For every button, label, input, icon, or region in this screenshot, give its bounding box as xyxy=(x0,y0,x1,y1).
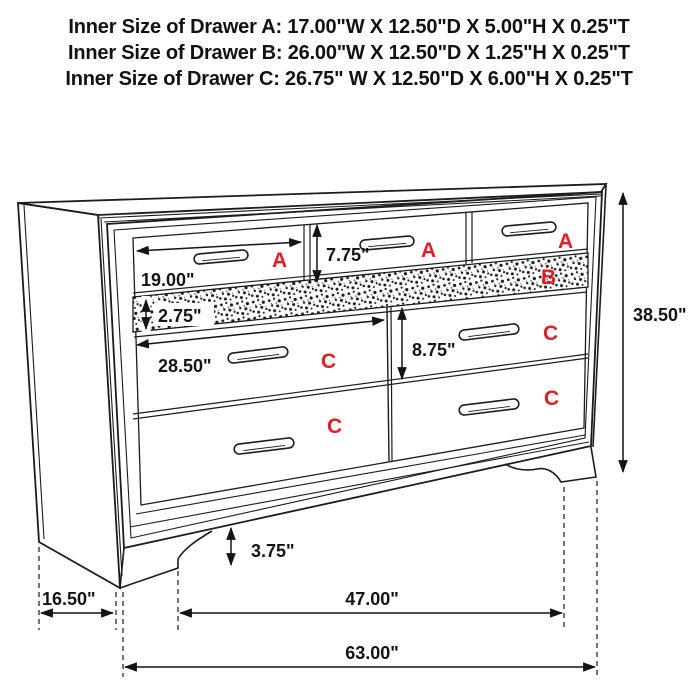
dim-label-depth: 16.50" xyxy=(42,589,96,609)
drawer-letter-c-left-bottom: C xyxy=(327,415,343,438)
dim-label-drawer-b-height: 2.75" xyxy=(158,306,202,326)
drawer-letter-b: B xyxy=(541,266,557,289)
dim-label-drawer-a-width: 19.00" xyxy=(141,270,195,290)
dim-label-inner-base-width: 47.00" xyxy=(345,589,399,609)
drawer-letter-c-right-top: C xyxy=(543,322,559,345)
drawer-letter-c-left-top: C xyxy=(321,350,337,373)
header-text xyxy=(65,16,632,90)
header-line-drawer-a: Inner Size of Drawer A: 17.00"W X 12.50"D X 5.00"H X 0.25"T xyxy=(68,16,630,38)
dim-label-overall-width: 63.00" xyxy=(345,643,399,663)
dim-label-base-height: 3.75" xyxy=(251,541,295,561)
drawer-letter-c-right-bottom: C xyxy=(544,387,560,410)
drawer-letter-a1: A xyxy=(272,249,288,272)
dim-label-drawer-a-height: 7.75" xyxy=(326,245,370,265)
header-line-drawer-c: Inner Size of Drawer C: 26.75" W X 12.50"D X 6.00"H X 0.25"T xyxy=(65,68,633,90)
dim-label-overall-height: 38.50" xyxy=(633,305,687,325)
drawer-letter-a2: A xyxy=(421,239,437,262)
dim-label-drawer-c-width: 28.50" xyxy=(158,356,212,376)
drawer-letter-a3: A xyxy=(558,230,574,253)
dim-label-drawer-c-height: 8.75" xyxy=(412,340,456,360)
header-line-drawer-b: Inner Size of Drawer B: 26.00"W X 12.50"D X 1.25"H X 0.25"T xyxy=(68,42,630,64)
